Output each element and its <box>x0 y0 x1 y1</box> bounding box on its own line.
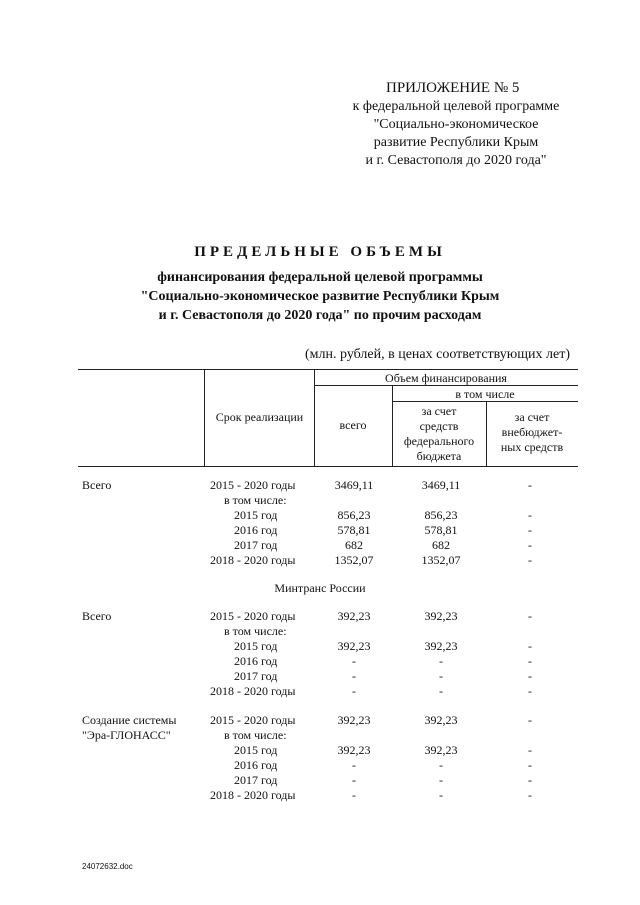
row-label: Всего <box>82 478 112 492</box>
period-cell: в том числе: <box>224 493 287 507</box>
period-cell: 2015 год <box>234 508 278 522</box>
subtitle-line: и г. Севастополя до 2020 года" по прочим расходам <box>158 308 482 323</box>
subtitle-line: "Социально-экономическое развитие Республики Крым <box>140 289 500 304</box>
federal-cell: 392,23 <box>424 609 458 623</box>
federal-cell: 682 <box>432 538 450 552</box>
subtitle-line: финансирования федеральной целевой программы <box>157 270 483 285</box>
header-federal: за счет средств федерального бюджета <box>403 404 475 463</box>
federal-cell: - <box>439 669 443 683</box>
extrabudgetary-cell: - <box>528 669 532 683</box>
header-period: Срок реализации <box>215 410 304 424</box>
ministry-heading: Минтранс России <box>274 581 366 595</box>
period-cell: 2015 год <box>234 743 278 757</box>
period-cell: 2015 - 2020 годы <box>210 478 296 492</box>
period-cell: 2016 год <box>234 523 278 537</box>
total-cell: 3469,11 <box>334 478 374 492</box>
period-cell: 2016 год <box>234 654 278 668</box>
extrabudgetary-cell: - <box>528 773 532 787</box>
total-cell: - <box>352 788 356 802</box>
period-cell: 2016 год <box>234 758 278 772</box>
period-cell: 2015 год <box>234 639 278 653</box>
header-including: в том числе <box>455 387 515 401</box>
total-cell: 1352,07 <box>334 553 374 567</box>
appendix-line: и г. Севастополя до 2020 года" <box>365 153 547 168</box>
federal-cell: - <box>439 788 443 802</box>
document-subtitle <box>0 268 640 325</box>
extrabudgetary-cell: - <box>528 523 532 537</box>
appendix-title: ПРИЛОЖЕНИЕ № 5 <box>386 80 520 96</box>
row-label: Создание системы <box>82 713 177 727</box>
total-cell: 392,23 <box>337 743 371 757</box>
total-cell: 392,23 <box>337 713 371 727</box>
federal-cell: - <box>439 773 443 787</box>
period-cell: 2017 год <box>234 773 278 787</box>
total-cell: 578,81 <box>337 523 371 537</box>
total-cell: - <box>352 654 356 668</box>
appendix-reference <box>336 98 576 170</box>
table-header-bottom-rule <box>78 466 578 467</box>
period-cell: 2015 - 2020 годы <box>210 609 296 623</box>
total-cell: - <box>352 758 356 772</box>
extrabudgetary-cell: - <box>528 538 532 552</box>
extrabudgetary-cell: - <box>528 478 532 492</box>
federal-cell: 856,23 <box>424 508 458 522</box>
extrabudgetary-cell: - <box>528 743 532 757</box>
federal-cell: 392,23 <box>424 743 458 757</box>
table-top-rule <box>78 369 578 370</box>
federal-cell: - <box>439 654 443 668</box>
extrabudgetary-cell: - <box>528 508 532 522</box>
extrabudgetary-cell: - <box>528 758 532 772</box>
header-total: всего <box>339 418 367 432</box>
total-cell: - <box>352 669 356 683</box>
row-label: Всего <box>82 609 112 623</box>
period-cell: в том числе: <box>224 728 287 742</box>
period-cell: 2018 - 2020 годы <box>210 684 296 698</box>
header-funding: Объем финансирования <box>385 371 507 385</box>
extrabudgetary-cell: - <box>528 788 532 802</box>
extrabudgetary-cell: - <box>528 553 532 567</box>
federal-cell: 578,81 <box>424 523 458 537</box>
federal-cell: - <box>439 684 443 698</box>
federal-cell: 392,23 <box>424 639 458 653</box>
period-cell: 2018 - 2020 годы <box>210 788 296 802</box>
period-cell: в том числе: <box>224 624 287 638</box>
appendix-line: к федеральной целевой программе <box>352 99 560 114</box>
header-extrabudgetary: за счет внебюджет- ных средств <box>500 410 564 454</box>
total-cell: 856,23 <box>337 508 371 522</box>
extrabudgetary-cell: - <box>528 684 532 698</box>
total-cell: 392,23 <box>337 609 371 623</box>
appendix-line: "Социально-экономическое <box>373 117 539 132</box>
total-cell: 682 <box>345 538 363 552</box>
period-cell: 2015 - 2020 годы <box>210 713 296 727</box>
document-title: ПРЕДЕЛЬНЫЕ ОБЪЕМЫ <box>194 244 446 260</box>
total-cell: - <box>352 773 356 787</box>
period-cell: 2017 год <box>234 538 278 552</box>
file-name: 24072632.doc <box>82 862 133 871</box>
federal-cell: 392,23 <box>424 713 458 727</box>
extrabudgetary-cell: - <box>528 713 532 727</box>
appendix-line: развитие Республики Крым <box>373 135 539 150</box>
row-label: "Эра-ГЛОНАСС" <box>82 728 171 742</box>
extrabudgetary-cell: - <box>528 609 532 623</box>
federal-cell: 3469,11 <box>421 478 461 492</box>
total-cell: 392,23 <box>337 639 371 653</box>
period-cell: 2017 год <box>234 669 278 683</box>
extrabudgetary-cell: - <box>528 639 532 653</box>
extrabudgetary-cell: - <box>528 654 532 668</box>
federal-cell: - <box>439 758 443 772</box>
total-cell: - <box>352 684 356 698</box>
period-cell: 2018 - 2020 годы <box>210 553 296 567</box>
federal-cell: 1352,07 <box>421 553 461 567</box>
units-note: (млн. рублей, в ценах соответствующих лет) <box>305 347 570 362</box>
